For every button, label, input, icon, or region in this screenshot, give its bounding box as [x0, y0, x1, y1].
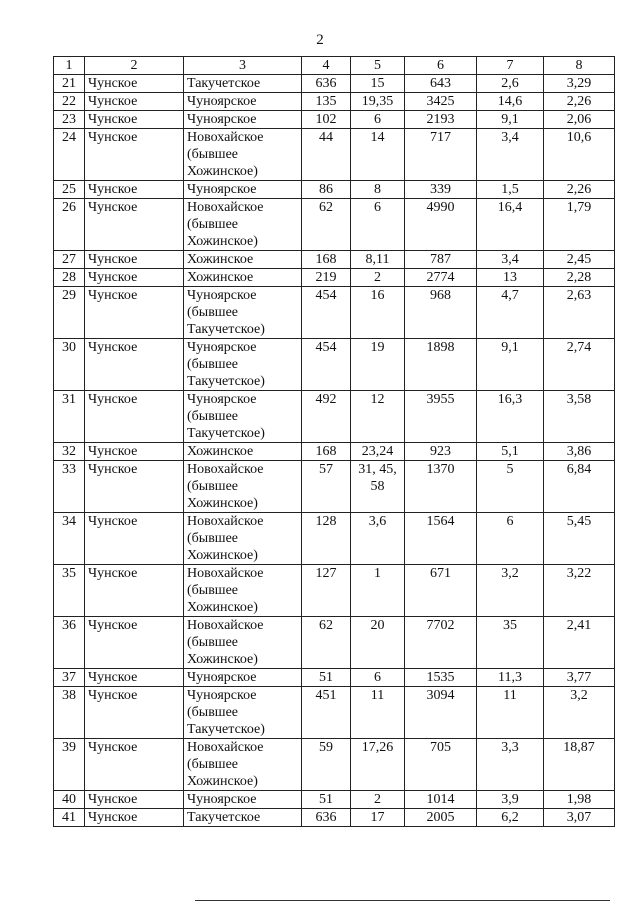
header-cell: 4 [302, 57, 351, 75]
area-cell: 2005 [405, 809, 477, 827]
section-cell: 14 [351, 129, 405, 181]
table-header-row [54, 57, 615, 75]
table-row [54, 687, 615, 739]
area-cell: 787 [405, 251, 477, 269]
coefficient-cell: 18,87 [544, 739, 615, 791]
quarter-cell: 51 [302, 791, 351, 809]
table-row [54, 181, 615, 199]
section-cell: 17,26 [351, 739, 405, 791]
section-cell: 3,6 [351, 513, 405, 565]
forestry-cell: Новохайское (бывшее Хожинское) [184, 199, 302, 251]
forestry-cell: Такучетское [184, 809, 302, 827]
district-cell: Чунское [85, 617, 184, 669]
forestry-cell: Чуноярское (бывшее Такучетское) [184, 339, 302, 391]
forestry-cell: Чуноярское (бывшее Такучетское) [184, 391, 302, 443]
section-cell: 6 [351, 111, 405, 129]
section-cell: 19,35 [351, 93, 405, 111]
area-cell: 1014 [405, 791, 477, 809]
volume-cell: 11,3 [477, 669, 544, 687]
coefficient-cell: 2,26 [544, 93, 615, 111]
section-cell: 23,24 [351, 443, 405, 461]
row-number-cell: 29 [54, 287, 85, 339]
area-cell: 3955 [405, 391, 477, 443]
row-number-cell: 35 [54, 565, 85, 617]
table-row [54, 739, 615, 791]
quarter-cell: 59 [302, 739, 351, 791]
area-cell: 339 [405, 181, 477, 199]
district-cell: Чунское [85, 287, 184, 339]
row-number-cell: 38 [54, 687, 85, 739]
volume-cell: 14,6 [477, 93, 544, 111]
section-cell: 31, 45, 58 [351, 461, 405, 513]
row-number-cell: 32 [54, 443, 85, 461]
district-cell: Чунское [85, 565, 184, 617]
coefficient-cell: 2,63 [544, 287, 615, 339]
section-cell: 16 [351, 287, 405, 339]
area-cell: 1898 [405, 339, 477, 391]
district-cell: Чунское [85, 111, 184, 129]
section-cell: 2 [351, 791, 405, 809]
header-cell: 7 [477, 57, 544, 75]
area-cell: 1370 [405, 461, 477, 513]
page-number: 2 [316, 32, 324, 48]
quarter-cell: 44 [302, 129, 351, 181]
coefficient-cell: 3,86 [544, 443, 615, 461]
table-row [54, 269, 615, 287]
row-number-cell: 24 [54, 129, 85, 181]
section-cell: 8 [351, 181, 405, 199]
table-row [54, 199, 615, 251]
district-cell: Чунское [85, 443, 184, 461]
quarter-cell: 454 [302, 287, 351, 339]
quarter-cell: 86 [302, 181, 351, 199]
district-cell: Чунское [85, 669, 184, 687]
quarter-cell: 62 [302, 199, 351, 251]
area-cell: 4990 [405, 199, 477, 251]
row-number-cell: 25 [54, 181, 85, 199]
area-cell: 2193 [405, 111, 477, 129]
forestry-cell: Чуноярское (бывшее Такучетское) [184, 287, 302, 339]
district-cell: Чунское [85, 93, 184, 111]
volume-cell: 35 [477, 617, 544, 669]
forestry-cell: Новохайское (бывшее Хожинское) [184, 739, 302, 791]
table-row [54, 75, 615, 93]
district-cell: Чунское [85, 513, 184, 565]
forestry-cell: Новохайское (бывшее Хожинское) [184, 513, 302, 565]
row-number-cell: 21 [54, 75, 85, 93]
quarter-cell: 51 [302, 669, 351, 687]
row-number-cell: 41 [54, 809, 85, 827]
coefficient-cell: 3,77 [544, 669, 615, 687]
quarter-cell: 451 [302, 687, 351, 739]
coefficient-cell: 10,6 [544, 129, 615, 181]
volume-cell: 5 [477, 461, 544, 513]
footer-rule [195, 900, 610, 901]
volume-cell: 3,4 [477, 251, 544, 269]
coefficient-cell: 1,79 [544, 199, 615, 251]
volume-cell: 3,4 [477, 129, 544, 181]
quarter-cell: 636 [302, 75, 351, 93]
coefficient-cell: 6,84 [544, 461, 615, 513]
header-cell: 2 [85, 57, 184, 75]
quarter-cell: 492 [302, 391, 351, 443]
table-row [54, 617, 615, 669]
coefficient-cell: 5,45 [544, 513, 615, 565]
volume-cell: 2,6 [477, 75, 544, 93]
district-cell: Чунское [85, 199, 184, 251]
section-cell: 19 [351, 339, 405, 391]
row-number-cell: 30 [54, 339, 85, 391]
header-cell: 3 [184, 57, 302, 75]
section-cell: 12 [351, 391, 405, 443]
district-cell: Чунское [85, 391, 184, 443]
district-cell: Чунское [85, 461, 184, 513]
section-cell: 6 [351, 669, 405, 687]
district-cell: Чунское [85, 339, 184, 391]
volume-cell: 6 [477, 513, 544, 565]
row-number-cell: 22 [54, 93, 85, 111]
volume-cell: 4,7 [477, 287, 544, 339]
district-cell: Чунское [85, 739, 184, 791]
coefficient-cell: 1,98 [544, 791, 615, 809]
volume-cell: 3,2 [477, 565, 544, 617]
district-cell: Чунское [85, 251, 184, 269]
volume-cell: 6,2 [477, 809, 544, 827]
volume-cell: 1,5 [477, 181, 544, 199]
district-cell: Чунское [85, 181, 184, 199]
forestry-cell: Чуноярское [184, 111, 302, 129]
row-number-cell: 39 [54, 739, 85, 791]
quarter-cell: 62 [302, 617, 351, 669]
coefficient-cell: 3,58 [544, 391, 615, 443]
forestry-cell: Чуноярское (бывшее Такучетское) [184, 687, 302, 739]
section-cell: 20 [351, 617, 405, 669]
table-row [54, 791, 615, 809]
table-row [54, 339, 615, 391]
forestry-cell: Новохайское (бывшее Хожинское) [184, 129, 302, 181]
quarter-cell: 219 [302, 269, 351, 287]
forestry-cell: Новохайское (бывшее Хожинское) [184, 461, 302, 513]
header-cell: 5 [351, 57, 405, 75]
district-cell: Чунское [85, 129, 184, 181]
district-cell: Чунское [85, 687, 184, 739]
coefficient-cell: 2,06 [544, 111, 615, 129]
table-row [54, 391, 615, 443]
district-cell: Чунское [85, 75, 184, 93]
forestry-cell: Новохайское (бывшее Хожинское) [184, 565, 302, 617]
row-number-cell: 26 [54, 199, 85, 251]
volume-cell: 3,9 [477, 791, 544, 809]
coefficient-cell: 2,74 [544, 339, 615, 391]
area-cell: 643 [405, 75, 477, 93]
area-cell: 2774 [405, 269, 477, 287]
volume-cell: 9,1 [477, 111, 544, 129]
forestry-cell: Новохайское (бывшее Хожинское) [184, 617, 302, 669]
coefficient-cell: 2,26 [544, 181, 615, 199]
row-number-cell: 31 [54, 391, 85, 443]
quarter-cell: 127 [302, 565, 351, 617]
coefficient-cell: 2,45 [544, 251, 615, 269]
data-table [53, 56, 615, 827]
forestry-cell: Хожинское [184, 251, 302, 269]
quarter-cell: 168 [302, 443, 351, 461]
district-cell: Чунское [85, 809, 184, 827]
area-cell: 705 [405, 739, 477, 791]
header-cell: 6 [405, 57, 477, 75]
table-row [54, 93, 615, 111]
volume-cell: 9,1 [477, 339, 544, 391]
section-cell: 8,11 [351, 251, 405, 269]
table-row [54, 251, 615, 269]
forestry-cell: Такучетское [184, 75, 302, 93]
section-cell: 17 [351, 809, 405, 827]
volume-cell: 3,3 [477, 739, 544, 791]
table-row [54, 809, 615, 827]
section-cell: 1 [351, 565, 405, 617]
table-row [54, 669, 615, 687]
table-row [54, 111, 615, 129]
area-cell: 3425 [405, 93, 477, 111]
quarter-cell: 102 [302, 111, 351, 129]
area-cell: 671 [405, 565, 477, 617]
forestry-cell: Хожинское [184, 269, 302, 287]
table-row [54, 287, 615, 339]
quarter-cell: 57 [302, 461, 351, 513]
section-cell: 2 [351, 269, 405, 287]
quarter-cell: 135 [302, 93, 351, 111]
area-cell: 923 [405, 443, 477, 461]
quarter-cell: 636 [302, 809, 351, 827]
district-cell: Чунское [85, 791, 184, 809]
quarter-cell: 168 [302, 251, 351, 269]
row-number-cell: 27 [54, 251, 85, 269]
area-cell: 3094 [405, 687, 477, 739]
row-number-cell: 40 [54, 791, 85, 809]
section-cell: 15 [351, 75, 405, 93]
quarter-cell: 454 [302, 339, 351, 391]
section-cell: 6 [351, 199, 405, 251]
header-cell: 8 [544, 57, 615, 75]
forestry-cell: Чуноярское [184, 791, 302, 809]
volume-cell: 5,1 [477, 443, 544, 461]
row-number-cell: 36 [54, 617, 85, 669]
row-number-cell: 28 [54, 269, 85, 287]
coefficient-cell: 3,2 [544, 687, 615, 739]
coefficient-cell: 2,28 [544, 269, 615, 287]
coefficient-cell: 2,41 [544, 617, 615, 669]
table-row [54, 565, 615, 617]
row-number-cell: 37 [54, 669, 85, 687]
section-cell: 11 [351, 687, 405, 739]
volume-cell: 13 [477, 269, 544, 287]
area-cell: 1535 [405, 669, 477, 687]
header-cell: 1 [54, 57, 85, 75]
area-cell: 1564 [405, 513, 477, 565]
row-number-cell: 34 [54, 513, 85, 565]
area-cell: 717 [405, 129, 477, 181]
forestry-cell: Хожинское [184, 443, 302, 461]
area-cell: 7702 [405, 617, 477, 669]
table-body [54, 57, 615, 827]
area-cell: 968 [405, 287, 477, 339]
volume-cell: 16,4 [477, 199, 544, 251]
forestry-cell: Чуноярское [184, 93, 302, 111]
volume-cell: 16,3 [477, 391, 544, 443]
table-row [54, 443, 615, 461]
volume-cell: 11 [477, 687, 544, 739]
row-number-cell: 23 [54, 111, 85, 129]
forestry-cell: Чуноярское [184, 181, 302, 199]
row-number-cell: 33 [54, 461, 85, 513]
quarter-cell: 128 [302, 513, 351, 565]
coefficient-cell: 3,29 [544, 75, 615, 93]
table-row [54, 461, 615, 513]
table-row [54, 129, 615, 181]
table-row [54, 513, 615, 565]
district-cell: Чунское [85, 269, 184, 287]
coefficient-cell: 3,07 [544, 809, 615, 827]
coefficient-cell: 3,22 [544, 565, 615, 617]
forestry-cell: Чуноярское [184, 669, 302, 687]
